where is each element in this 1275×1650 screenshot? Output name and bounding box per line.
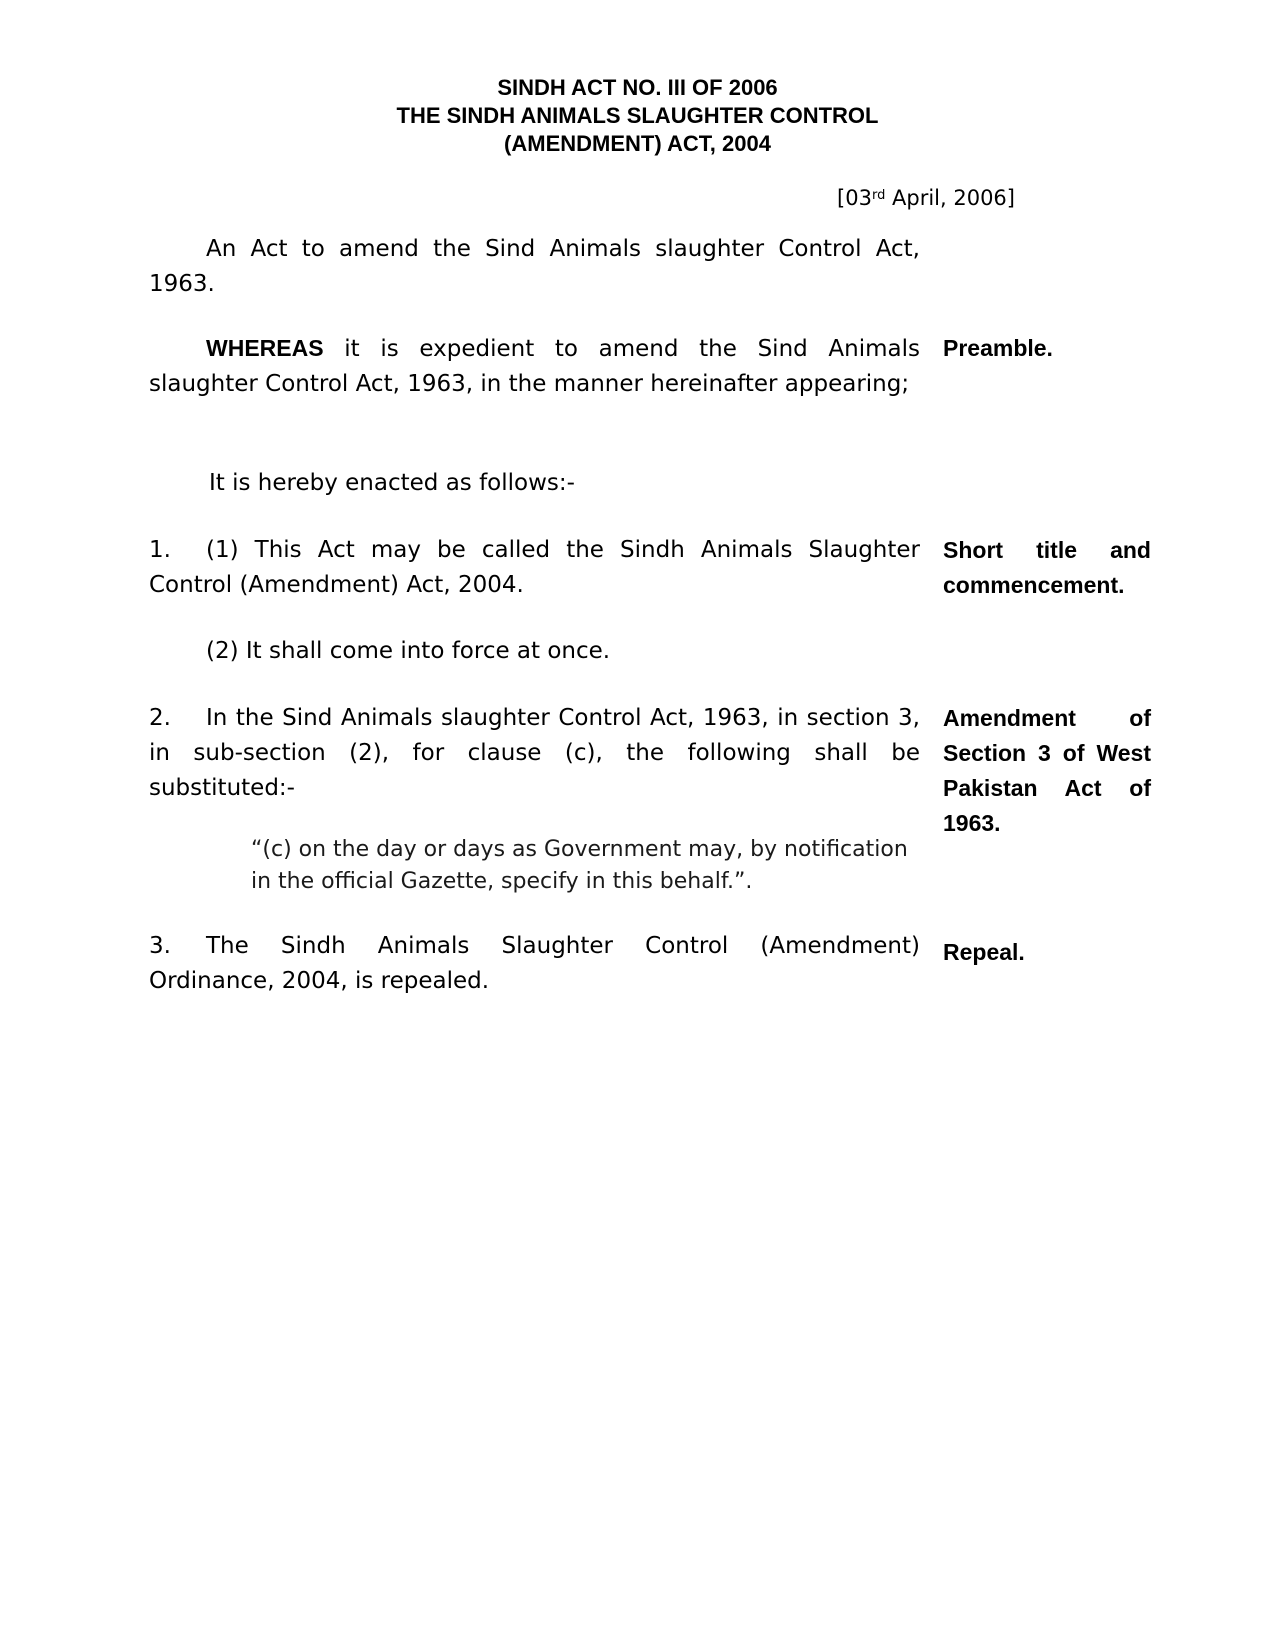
section-1-number: 1.	[149, 537, 171, 563]
substituted-clause: “(c) on the day or days as Government may, by notification in the official Gazette, specify in this behalf.”.	[251, 837, 908, 894]
margin-note-preamble: Preamble.	[943, 335, 1053, 361]
date-rest: April, 2006]	[885, 186, 1015, 210]
enacting-clause: It is hereby enacted as follows:-	[209, 470, 575, 496]
act-subtitle: (AMENDMENT) ACT, 2004	[504, 131, 771, 156]
section-2-text: In the Sind Animals slaughter Control Act, 1963, in section 3, in sub-section (2), for clause (c), the following shall be substituted:-	[149, 705, 920, 801]
date-day: [03	[837, 186, 872, 210]
act-title: THE SINDH ANIMALS SLAUGHTER CONTROL	[396, 103, 879, 128]
long-title: An Act to amend the Sind Animals slaughter Control Act, 1963.	[149, 236, 920, 297]
section-2-number: 2.	[149, 705, 171, 731]
act-heading	[0, 74, 1275, 158]
preamble-body: it is expedient to amend the Sind Animals slaughter Control Act, 1963, in the manner hereinafter appearing;	[149, 336, 920, 397]
section-2	[149, 701, 920, 806]
section-1	[149, 533, 920, 603]
preamble-keyword: WHEREAS	[206, 335, 324, 361]
section-1-subsection-2: (2) It shall come into force at once.	[206, 638, 611, 664]
section-3	[149, 929, 920, 999]
section-3-number: 3.	[149, 933, 171, 959]
section-3-text: The Sindh Animals Slaughter Control (Amendment) Ordinance, 2004, is repealed.	[149, 933, 920, 994]
act-number: SINDH ACT NO. III OF 2006	[497, 75, 778, 100]
margin-note-amendment: Amendment of Section 3 of West Pakistan Act of 1963.	[943, 705, 1151, 836]
margin-note-short-title: Short title and commencement.	[943, 537, 1151, 598]
margin-note-repeal: Repeal.	[943, 939, 1025, 965]
section-1-text: (1) This Act may be called the Sindh Animals Slaughter Control (Amendment) Act, 2004.	[149, 537, 920, 598]
date-ordinal: rd	[871, 188, 886, 203]
assent-date	[837, 184, 1015, 212]
preamble-text	[149, 331, 920, 402]
